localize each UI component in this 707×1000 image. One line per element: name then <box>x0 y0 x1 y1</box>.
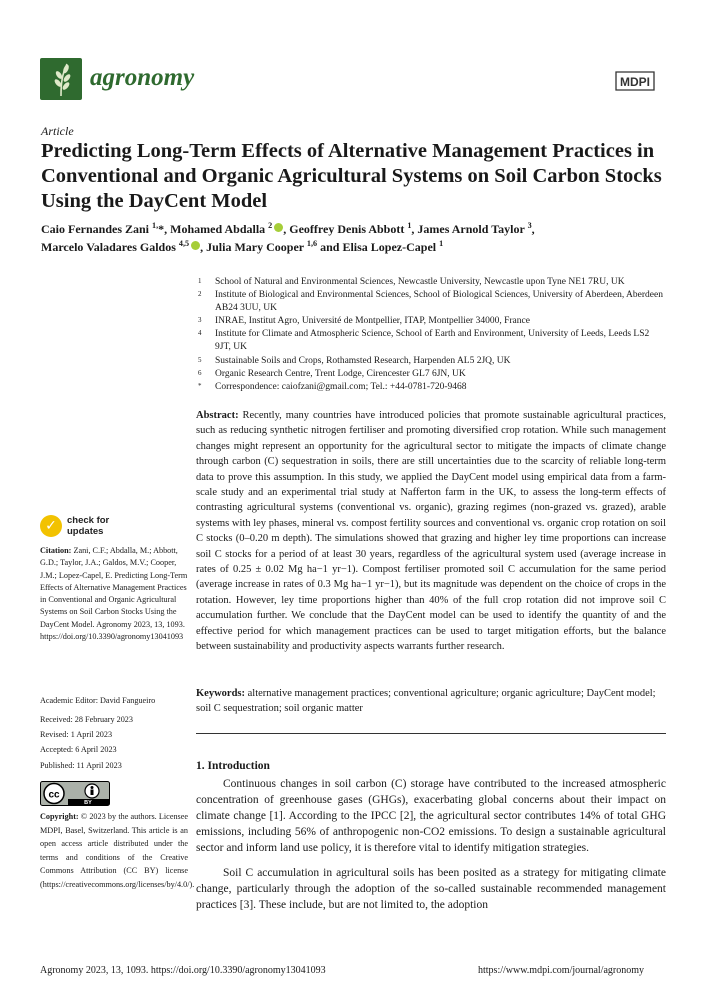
svg-text:BY: BY <box>84 800 92 806</box>
journal-logo <box>40 58 82 100</box>
check-updates-label: check for updates <box>67 515 110 537</box>
academic-editor: Academic Editor: David Fangueiro <box>40 696 156 705</box>
section-heading: 1. Introduction <box>196 760 270 772</box>
keywords-text: alternative management practices; conventional agriculture; organic agriculture; DayCent model; soil C sequestration; soil organic matter <box>196 688 656 715</box>
citation-label: Citation: <box>40 546 72 555</box>
affiliation-item: 5 Sustainable Soils and Crops, Rothamsted Research, Harpenden AL5 2JQ, UK <box>198 355 511 366</box>
author-name: Elisa Lopez-Capel $^1$ <box>342 239 444 254</box>
citation-text: Zani, C.F.; Abdalla, M.; Abbott, G.D.; Taylor, J.A.; Galdos, M.V.; Cooper, J.M.; Lopez-Capel, E. Predicting Long-Term Effects of Alternative Management Practices in Conventional and Organic Agricultural Systems on Soil Carbon Stocks Using the DayCent Model. Agronomy 2023, 13, 1093. https://doi.org/10.3390/agronomy13041093 <box>40 546 188 642</box>
author-name: James Arnold Taylor $^3$, <box>417 221 535 236</box>
author-name: Caio Fernandes Zani $^{1,}$*, <box>41 221 168 236</box>
abstract-text: Recently, many countries have introduced policies that promote sustainable agricultural practices, such as reducing synthetic nitrogen fertiliser and promoting diversified crop rotation. While such management changes might represent an opportunity for the agricultural sector to mitigate the impacts of climate change through carbon (C) sequestration in soils, there are still uncertainties due to the scarcity of reliable long-term data to prove this assumption. In this study, we applied the DayCent model using empirical data from a farm-scale study and an experimental trial study at Nafferton farm in the UK, to assess the long-term effects of contrasting agricultural systems (conventional vs. organic), grazing regimes (non-grazed vs. grazed), arable systems with ley phases, mineral vs. compost fertility sources and conventional vs. organic crop rotation on soil C stocks (0–0.20 m depth). The simulations showed that grazing and higher ley time proportions can increase soil C stocks for a period of at least 30 years, regardless of the agricultural system used (average increase in rates of 0.25 ± 0.02 Mg ha−1 yr−1). Compost fertiliser promoted soil C accumulation for the same period (average increase in rates of 0.3 Mg ha−1 yr−1), but its magnitude was dependent on the choice of crops in the rotation. However, ley time proportions higher than 40% of the full crop rotation did not improve soil C accumulation further. We conclude that the DayCent model can be used to identify the quantity of and the effective period for which management practices can be used to target mitigation efforts, but the balance between sustainability and productivity aspects warrants further research. <box>196 410 666 653</box>
correspondence: * Correspondence: caiofzani@gmail.com; Tel.: +44-0781-720-9468 <box>198 381 467 392</box>
authors-line: Marcelo Valadares Galdos $^{4,5}$ , Julia Mary Cooper $^{1,6}$ and Elisa Lopez-Capel $^1$ <box>41 239 444 254</box>
copyright-label: Copyright: <box>40 812 79 821</box>
author-name: Mohamed Abdalla $^2$ <box>170 221 273 236</box>
affiliation-item: 1 School of Natural and Environmental Sciences, Newcastle University, Newcastle upon Tyne NE1 7RU, UK <box>198 277 625 287</box>
mdpi-logo-text: MDPI <box>620 75 650 89</box>
author-name: Geoffrey Denis Abbott $^1$, <box>289 221 415 236</box>
author-name: Julia Mary Cooper $^{1,6}$ <box>206 239 318 254</box>
section-divider <box>196 733 666 734</box>
orcid-icon[interactable] <box>274 223 283 232</box>
affiliation-item: 3 INRAE, Institut Agro, Université de Montpellier, ITAP, Montpellier 34000, France <box>198 316 530 327</box>
citation <box>40 545 188 643</box>
authors-line: Caio Fernandes Zani $^{1,}$*, Mohamed Abdalla $^2$ , Geoffrey Denis Abbott $^1$, James Arnold Taylor $^3$, <box>41 221 535 236</box>
keywords-label: Keywords: <box>196 688 245 699</box>
author-name: Marcelo Valadares Galdos $^{4,5}$ <box>41 239 190 254</box>
paper-title: Predicting Long-Term Effects of Alternative Management Practices in Conventional and Organic Agricultural Systems on Soil Carbon Stocks Using the DayCent Model <box>41 140 662 212</box>
abstract-label: Abstract: <box>196 410 239 421</box>
publication-dates <box>40 712 188 773</box>
svg-text:cc: cc <box>48 789 60 801</box>
mdpi-logo <box>610 68 660 96</box>
copyright-text: © 2023 by the authors. Licensee MDPI, Basel, Switzerland. This article is an open access article distributed under the terms and conditions of the Creative Commons Attribution (CC BY) license (https://creativecommons.org/licenses/by/4.0/). <box>40 812 195 889</box>
date-revised: Revised: 1 April 2023 <box>40 730 113 740</box>
copyright-notice <box>40 810 195 892</box>
date-accepted: Accepted: 6 April 2023 <box>40 745 117 755</box>
author-list <box>41 220 681 256</box>
date-received: Received: 28 February 2023 <box>40 715 133 724</box>
affiliation-list <box>196 276 666 394</box>
wheat-icon <box>40 58 82 100</box>
check-for-updates-badge[interactable] <box>40 514 132 538</box>
article-type: Article <box>41 124 74 138</box>
keywords <box>196 686 666 717</box>
affiliation-item: 2 Institute of Biological and Environmental Sciences, School of Biological Sciences, University of Aberdeen, Aberdeen AB24 3UU, UK <box>198 290 663 314</box>
checkmark-icon: ✓ <box>40 515 62 537</box>
date-published: Published: 11 April 2023 <box>40 760 122 770</box>
abstract <box>196 408 666 655</box>
body-paragraph: Soil C accumulation in agricultural soils has been posited as a strategy for mitigating climate change, particularly through the adoption of the so-called sustainable recommended management practices [3]. These include, but are not limited to, the adoption <box>196 867 666 911</box>
affiliation-item: 6 Organic Research Centre, Trent Lodge, Cirencester GL7 6JN, UK <box>198 368 466 379</box>
journal-name: agronomy <box>90 64 195 91</box>
footer-citation: Agronomy 2023, 13, 1093. https://doi.org/10.3390/agronomy13041093 <box>40 965 326 976</box>
orcid-icon[interactable] <box>191 241 200 250</box>
footer-journal-url[interactable]: https://www.mdpi.com/journal/agronomy <box>478 965 645 976</box>
body-paragraph: Continuous changes in soil carbon (C) storage have contributed to the increased atmospheric concentration of greenhouse gases (GHGs), exacerbating global concerns about their impact on climate change [1]. According to the IPCC [2], the agricultural sector contributes 14% of total GHG emissions, including 56% of anthropogenic non-CO2 emissions. To design a sustainable agricultural sector and inform land use policy, it is therefore vital to identify mitigation strategies. <box>196 778 666 854</box>
cc-by-license-badge[interactable] <box>40 781 110 806</box>
affiliation-item: 4 Institute for Climate and Atmospheric Science, School of Earth and Environment, University of Leeds, Leeds LS2 9JT, UK <box>198 329 650 353</box>
